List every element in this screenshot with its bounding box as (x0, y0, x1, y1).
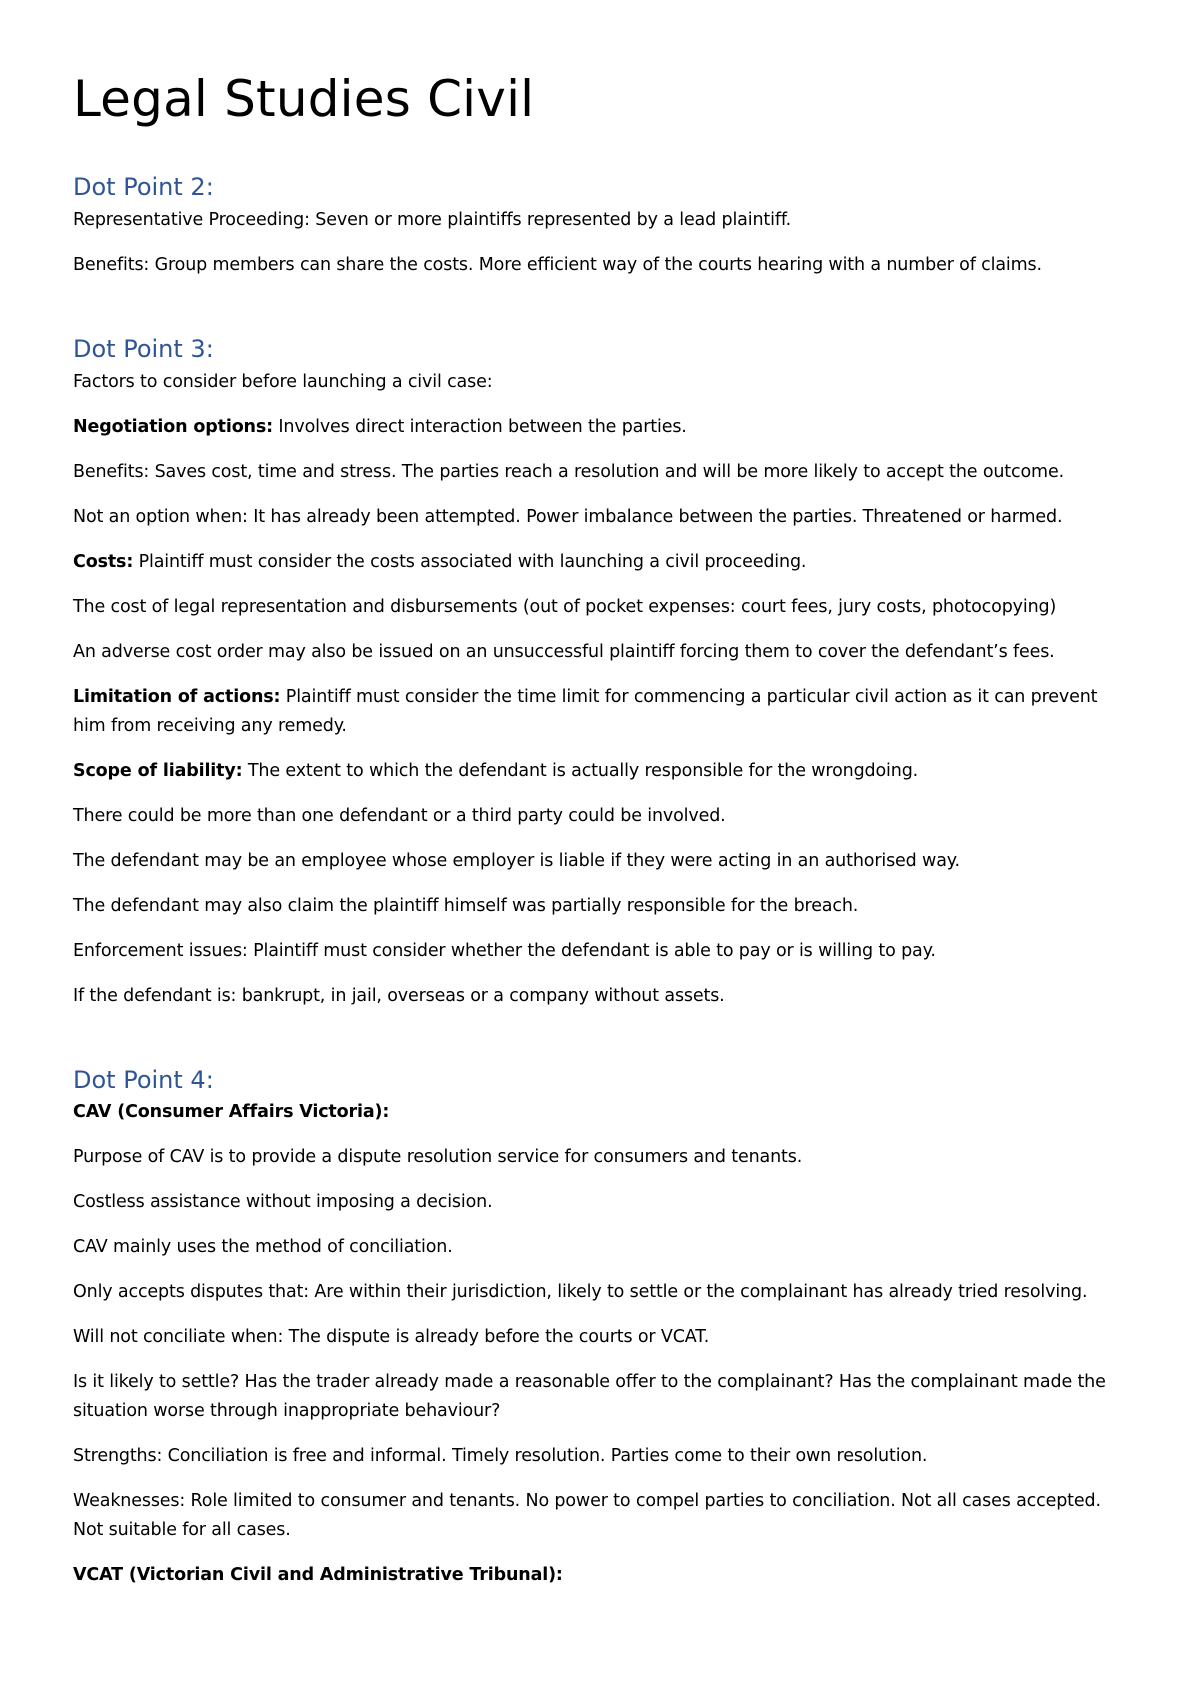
paragraph-text: An adverse cost order may also be issued on an unsuccessful plaintiff forcing them to cover the defendant’s fees. (73, 641, 1055, 662)
paragraph (73, 982, 1133, 1011)
paragraph-text: Involves direct interaction between the parties. (273, 416, 687, 437)
paragraph-text: Factors to consider before launching a civil case: (73, 371, 493, 392)
paragraph (73, 638, 1133, 667)
paragraph (73, 593, 1133, 622)
paragraph-lead: Costs: (73, 551, 134, 572)
paragraph (73, 251, 1133, 280)
section-dot-point-4 (73, 1066, 1133, 1591)
paragraph (73, 368, 1133, 397)
paragraph-text: Will not conciliate when: The dispute is already before the courts or VCAT. (73, 1327, 710, 1348)
paragraph (73, 847, 1133, 876)
paragraph (73, 413, 1133, 442)
paragraph-text: Only accepts disputes that: Are within their jurisdiction, likely to settle or the complainant has already tried resolving. (73, 1282, 1088, 1303)
paragraph (73, 1487, 1133, 1545)
paragraph-lead: Negotiation options: (73, 416, 273, 437)
paragraph-text: Plaintiff must consider the costs associated with launching a civil proceeding. (133, 551, 807, 572)
document-title: Legal Studies Civil (73, 70, 535, 128)
paragraph-text: Plaintiff must consider the time limit for commencing a particular civil action as it can prevent him from receiving any remedy. (73, 686, 1098, 736)
paragraph (73, 1143, 1133, 1172)
section-heading: Dot Point 3: (73, 334, 214, 363)
paragraph-text: The cost of legal representation and disbursements (out of pocket expenses: court fees, jury costs, photocopying) (73, 596, 1057, 617)
paragraph-text: Costless assistance without imposing a decision. (73, 1192, 493, 1213)
paragraph (73, 1278, 1133, 1307)
section-dot-point-2 (73, 173, 1133, 280)
paragraph-text: There could be more than one defendant or a third party could be involved. (73, 805, 726, 826)
paragraph-lead: CAV (Consumer Affairs Victoria): (73, 1102, 390, 1123)
paragraph-text: Representative Proceeding: Seven or more plaintiffs represented by a lead plaintiff. (73, 209, 791, 230)
paragraph (73, 1188, 1133, 1217)
paragraph (73, 548, 1133, 577)
paragraph-text: Enforcement issues: Plaintiff must consider whether the defendant is able to pay or is willing to pay. (73, 940, 936, 961)
paragraph-text: The defendant may be an employee whose employer is liable if they were acting in an authorised way. (73, 850, 960, 871)
paragraph-text: If the defendant is: bankrupt, in jail, overseas or a company without assets. (73, 985, 725, 1006)
paragraph (73, 1323, 1133, 1352)
document-page (73, 72, 1133, 1606)
paragraph-lead: Scope of liability: (73, 760, 243, 781)
paragraph (73, 937, 1133, 966)
paragraph (73, 206, 1133, 235)
paragraph-text: Benefits: Group members can share the costs. More efficient way of the courts hearing with a number of claims. (73, 254, 1042, 275)
paragraph-text: Purpose of CAV is to provide a dispute resolution service for consumers and tenants. (73, 1147, 803, 1168)
paragraph-lead: VCAT (Victorian Civil and Administrative Tribunal): (73, 1565, 563, 1586)
paragraph-text: Is it likely to settle? Has the trader already made a reasonable offer to the complainant? Has the complainant made the situation worse through inappropriate behaviour? (73, 1372, 1106, 1422)
paragraph (73, 802, 1133, 831)
paragraph-text: CAV mainly uses the method of conciliation. (73, 1237, 453, 1258)
section-heading: Dot Point 4: (73, 1065, 214, 1094)
paragraph-text: The extent to which the defendant is actually responsible for the wrongdoing. (242, 760, 919, 781)
paragraph (73, 1368, 1133, 1426)
paragraph (73, 1098, 1133, 1127)
paragraph-text: Weaknesses: Role limited to consumer and tenants. No power to compel parties to conciliation. Not all cases accepted. Not suitable for all cases. (73, 1491, 1101, 1541)
paragraph (73, 458, 1133, 487)
paragraph (73, 1233, 1133, 1262)
paragraph (73, 1561, 1133, 1590)
paragraph (73, 503, 1133, 532)
paragraph (73, 683, 1133, 741)
paragraph-text: Strengths: Conciliation is free and informal. Timely resolution. Parties come to their own resolution. (73, 1446, 928, 1467)
paragraph (73, 892, 1133, 921)
paragraph-text: Benefits: Saves cost, time and stress. The parties reach a resolution and will be more likely to accept the outcome. (73, 461, 1064, 482)
paragraph (73, 1442, 1133, 1471)
paragraph-lead: Limitation of actions: (73, 686, 281, 707)
paragraph (73, 757, 1133, 786)
paragraph-text: Not an option when: It has already been attempted. Power imbalance between the parties. Threatened or harmed. (73, 506, 1063, 527)
paragraph-text: The defendant may also claim the plaintiff himself was partially responsible for the breach. (73, 895, 859, 916)
section-heading: Dot Point 2: (73, 173, 214, 201)
section-dot-point-3 (73, 335, 1133, 1011)
